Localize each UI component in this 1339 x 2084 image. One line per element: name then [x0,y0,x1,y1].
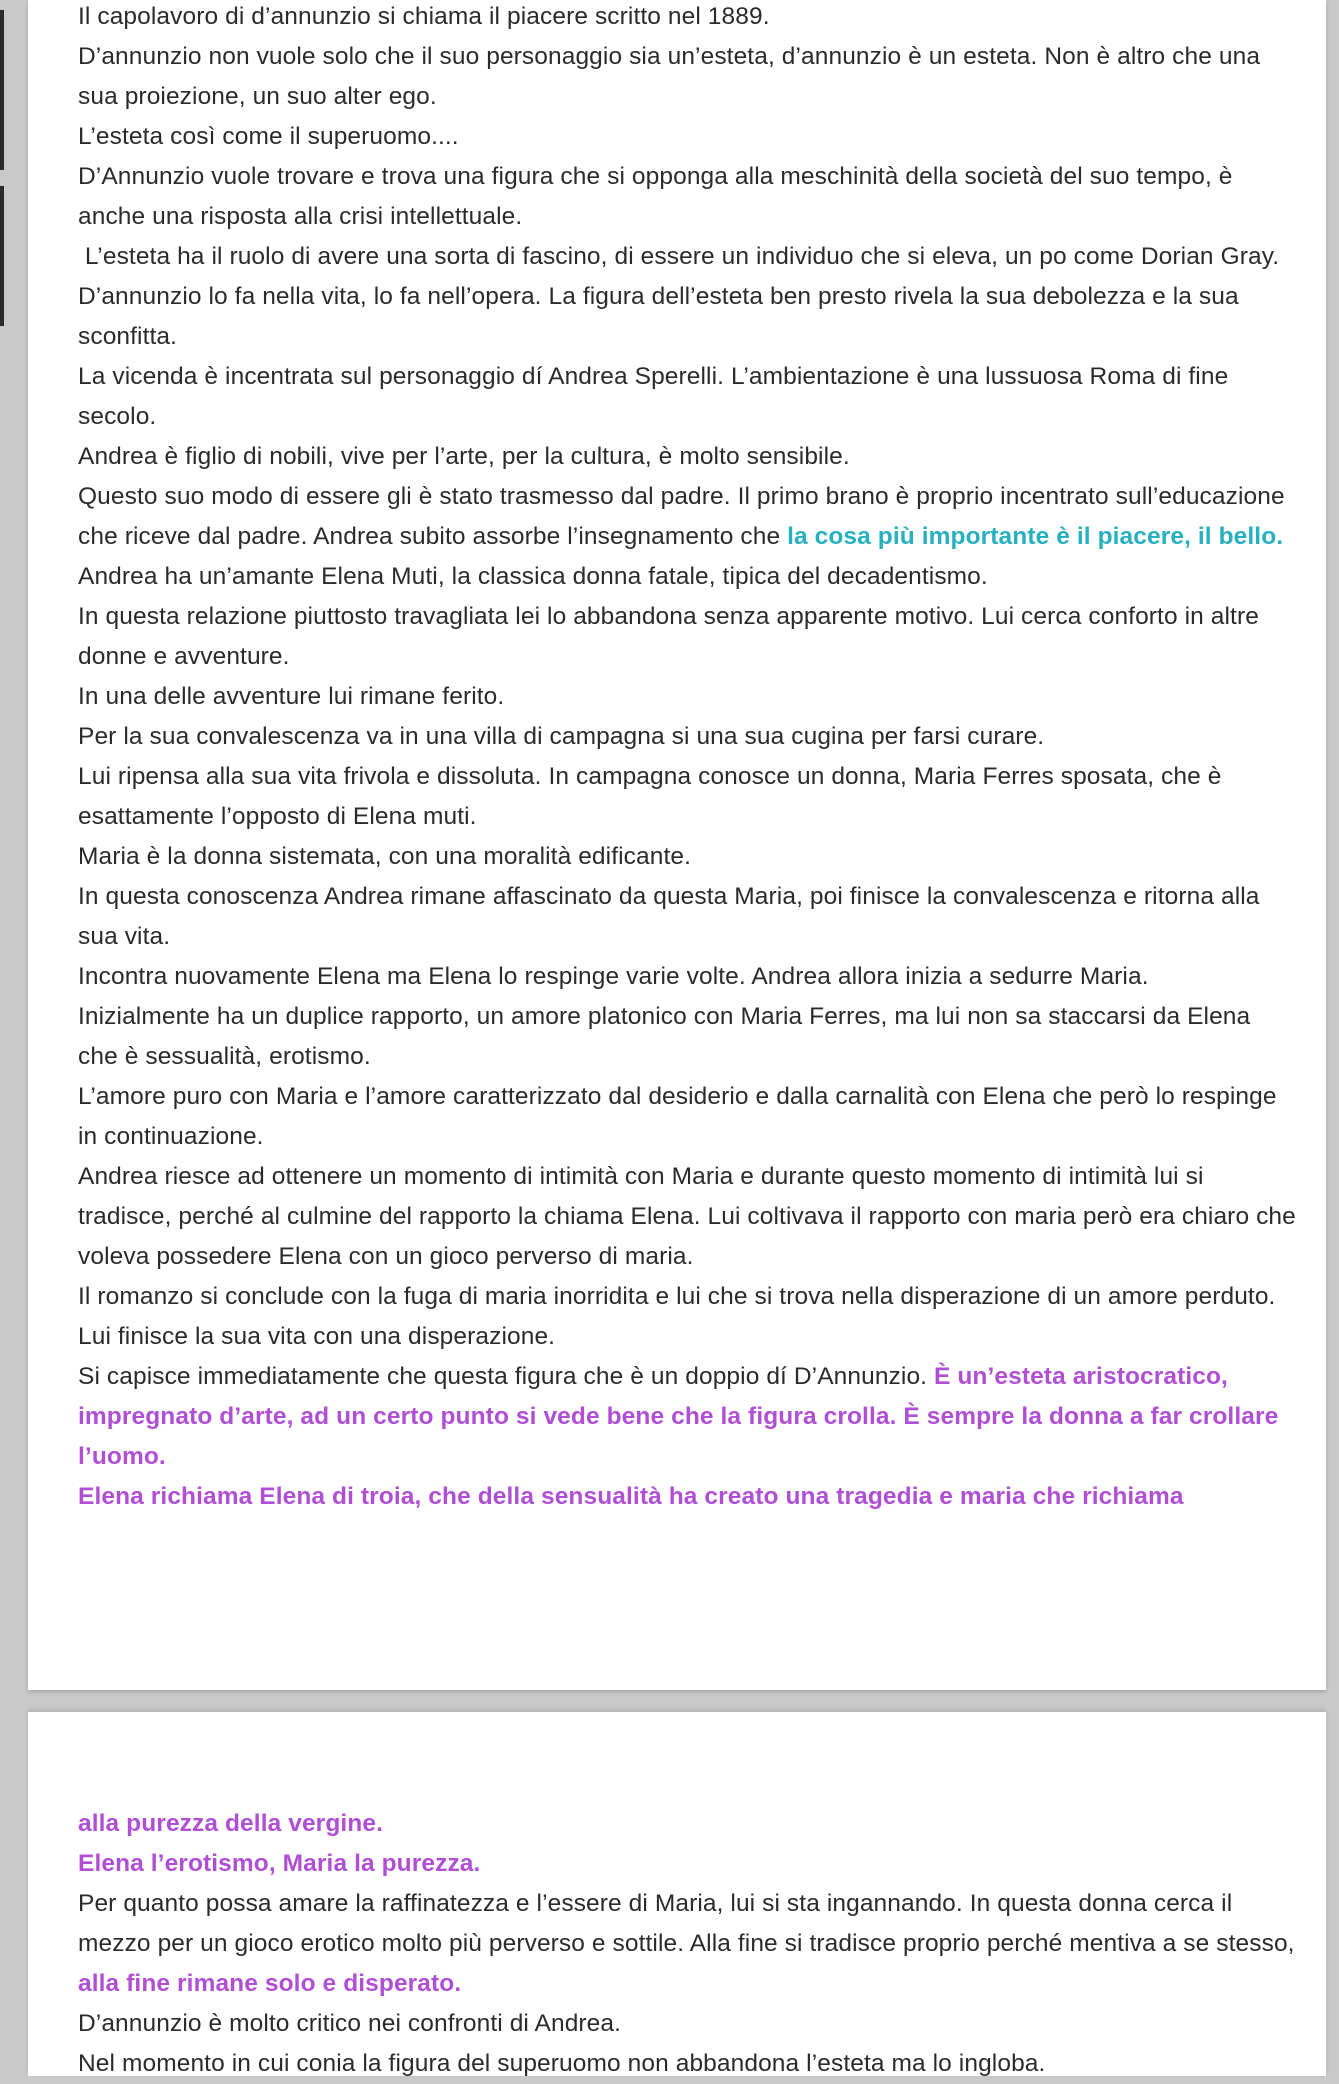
paragraph: L’esteta ha il ruolo di avere una sorta di fascino, di essere un individuo che si eleva, un po come Dorian Gray. [78,243,1280,270]
paragraph [78,1884,1296,2004]
paragraph: Nel momento in cui conia la figura del superuomo non abbandona l’esteta ma lo ingloba. [78,2050,1046,2077]
paragraph-text: Si capisce immediatamente che questa figura che è un doppio dí D’Annunzio. [78,1363,934,1390]
paragraph: In questa relazione piuttosto travagliata lei lo abbandona senza apparente motivo. Lui cerca conforto in altre donne e avventure. [78,603,1259,670]
paragraph: In una delle avventure lui rimane ferito. [78,683,505,710]
purple-highlighted-text: È un’esteta aristocratico, impregnato d’arte, ad un certo punto si vede bene che la figura crolla. È sempre la donna a far crollare l’uomo. [78,1363,1279,1470]
paragraph: L’amore puro con Maria e l’amore caratterizzato dal desiderio e dalla carnalità con Elena che però lo respinge in continuazione. [78,1083,1277,1150]
paragraph: D’annunzio non vuole solo che il suo personaggio sia un’esteta, d’annunzio è un esteta. Non è altro che una sua proiezione, un suo alter ego. [78,43,1261,110]
paragraph: D’Annunzio vuole trovare e trova una figura che si opponga alla meschinità della società del suo tempo, è anche una risposta alla crisi intellettuale. [78,163,1233,230]
paragraph: Inizialmente ha un duplice rapporto, un amore platonico con Maria Ferres, ma lui non sa staccarsi da Elena che è sessualità, erotismo. [78,1003,1251,1070]
paragraph: La vicenda è incentrata sul personaggio dí Andrea Sperelli. L’ambientazione è una lussuosa Roma di fine secolo. [78,363,1229,430]
paragraph-text: Per quanto possa amare la raffinatezza e l’essere di Maria, lui si sta ingannando. In questa donna cerca il mezzo per un gioco erotico molto più perverso e sottile. Alla fine si tradisce proprio perché mentiva a se stesso, [78,1890,1295,1957]
paragraph [78,1357,1296,1477]
document-page-2 [28,1712,1326,2076]
purple-highlighted-text: alla purezza della vergine. [78,1810,383,1837]
paragraph [78,1844,1296,1884]
paragraph: D’annunzio lo fa nella vita, lo fa nell’opera. La figura dell’esteta ben presto rivela la sua debolezza e la sua sconfitta. [78,283,1239,350]
purple-highlighted-text: Elena richiama Elena di troia, che della sensualità ha creato una tragedia e maria che richiama [78,1483,1184,1510]
teal-highlighted-text: la cosa più importante è il piacere, il bello. [787,523,1284,550]
paragraph: Il capolavoro di d’annunzio si chiama il piacere scritto nel 1889. [78,3,770,30]
purple-highlighted-text: alla fine rimane solo e disperato. [78,1970,462,1997]
paragraph-text: Questo suo modo di essere gli è stato trasmesso dal padre. Il primo brano è proprio incentrato sull’educazione che riceve dal padre. Andrea subito assorbe l’insegnamento che [78,483,1285,550]
paragraph: Maria è la donna sistemata, con una moralità edificante. [78,843,691,870]
left-edge-marker [0,186,4,326]
paragraph: Il romanzo si conclude con la fuga di maria inorridita e lui che si trova nella disperazione di un amore perduto. Lui finisce la sua vita con una disperazione. [78,1283,1276,1350]
document-page-1 [28,0,1326,1690]
paragraph: Per la sua convalescenza va in una villa di campagna si una sua cugina per farsi curare. [78,723,1045,750]
purple-highlighted-text: Elena l’erotismo, Maria la purezza. [78,1850,481,1877]
left-edge-marker [0,10,4,170]
paragraph: Andrea ha un’amante Elena Muti, la classica donna fatale, tipica del decadentismo. [78,563,988,590]
paragraph: In questa conoscenza Andrea rimane affascinato da questa Maria, poi finisce la convalescenza e ritorna alla sua vita. [78,883,1260,950]
paragraph: Lui ripensa alla sua vita frivola e dissoluta. In campagna conosce un donna, Maria Ferres sposata, che è esattamente l’opposto di Elena muti. [78,763,1222,830]
paragraph: L’esteta così come il superuomo.... [78,123,459,150]
paragraph: Andrea è figlio di nobili, vive per l’arte, per la cultura, è molto sensibile. [78,443,850,470]
paragraph [78,1477,1296,1517]
paragraph [78,1804,1296,1844]
paragraph: D’annunzio è molto critico nei confronti di Andrea. [78,2010,622,2037]
paragraph [78,477,1296,557]
paragraph: Andrea riesce ad ottenere un momento di intimità con Maria e durante questo momento di intimità lui si tradisce, perché al culmine del rapporto la chiama Elena. Lui coltivava il rapporto con maria però era chiaro che voleva possedere Elena con un gioco perverso di maria. [78,1163,1296,1270]
paragraph: Incontra nuovamente Elena ma Elena lo respinge varie volte. Andrea allora inizia a sedurre Maria. [78,963,1149,990]
